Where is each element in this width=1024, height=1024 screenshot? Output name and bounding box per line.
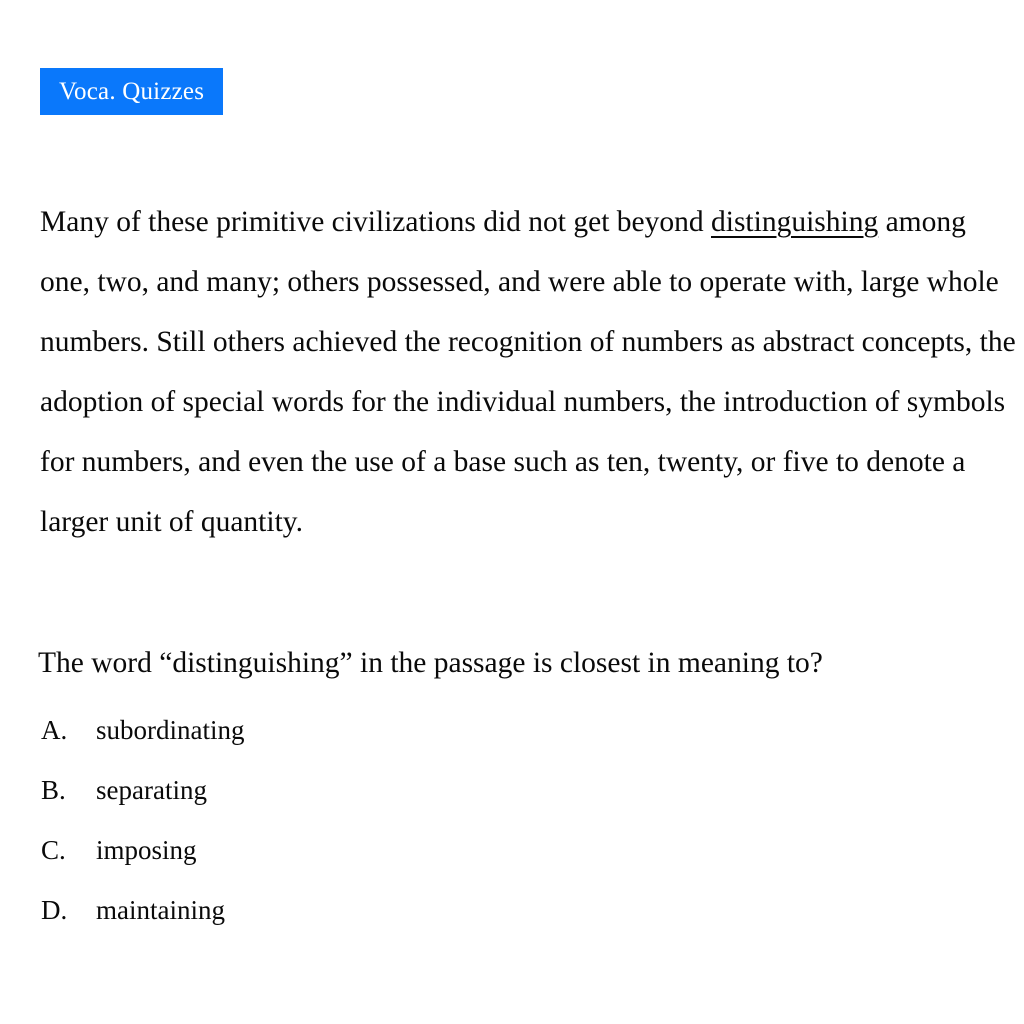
passage-text bbox=[40, 192, 1018, 552]
option-letter-b: B. bbox=[41, 775, 66, 805]
option-letter-a: A. bbox=[41, 715, 68, 745]
answer-option-d[interactable] bbox=[41, 880, 741, 940]
option-text-d: maintaining bbox=[96, 895, 225, 925]
option-text-c: imposing bbox=[96, 835, 197, 865]
option-letter-c: C. bbox=[41, 835, 66, 865]
answer-option-b[interactable] bbox=[41, 760, 741, 820]
passage-part-1: Many of these primitive civilizations did not get beyond bbox=[40, 205, 711, 238]
answer-options-list bbox=[41, 700, 741, 940]
question-prompt: The word “distinguishing” in the passage is closest in meaning to? bbox=[38, 646, 823, 679]
badge-row bbox=[40, 68, 223, 115]
option-text-a: subordinating bbox=[96, 715, 245, 745]
answer-option-c[interactable] bbox=[41, 820, 741, 880]
option-text-b: separating bbox=[96, 775, 207, 805]
answer-option-a[interactable] bbox=[41, 700, 741, 760]
option-letter-d: D. bbox=[41, 895, 68, 925]
passage-keyword-distinguishing: distinguishing bbox=[711, 205, 879, 238]
passage-part-2: among one, two, and many; others possessed, and were able to operate with, large whole numbers. Still others achieved the recognition of numbers as abstract concepts, the adoption of special words for the individual numbers, the introduction of symbols for numbers, and even the use of a base such as ten, twenty, or five to denote a larger unit of quantity. bbox=[40, 205, 1016, 538]
quiz-category-badge: Voca. Quizzes bbox=[40, 68, 223, 115]
